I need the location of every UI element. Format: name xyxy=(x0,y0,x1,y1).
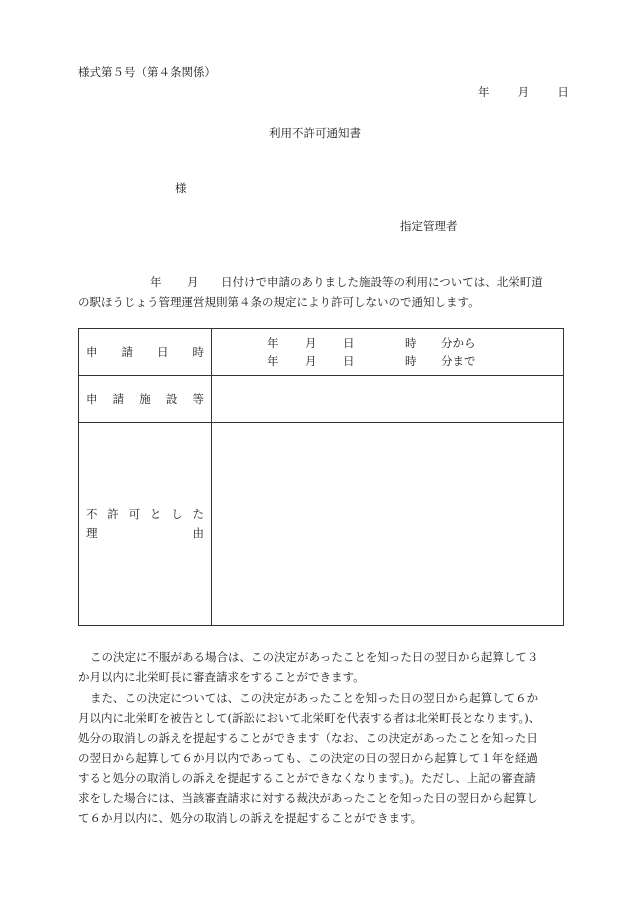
label-char: 不 xyxy=(86,507,98,521)
date-month: 月 xyxy=(517,85,530,99)
label-char: 時 xyxy=(192,345,204,359)
from-month: 月 xyxy=(305,336,317,350)
row-refusal-reason xyxy=(79,423,564,626)
notice2-line: また、この決定については、この決定があったことを知った日の翌日から起算して６か xyxy=(90,691,539,705)
label-char: 請 xyxy=(121,345,133,359)
issue-date xyxy=(478,84,569,100)
notice2-line: 求をした場合には、当該審査請求に対する裁決があったことを知った日の翌日から起算し xyxy=(78,791,538,805)
label-char: 申 xyxy=(86,345,98,359)
label-refusal-reason xyxy=(79,423,212,626)
datetime-to xyxy=(212,352,563,370)
notice1-line: か月以内に北栄町長に審査請求をすることができます。 xyxy=(78,670,365,684)
intro-text: 日付けで申請のありました施設等の利用については、北栄町道 xyxy=(221,275,543,289)
to-day: 日 xyxy=(343,354,355,368)
appeal-notice xyxy=(78,647,568,687)
intro-paragraph xyxy=(78,272,568,312)
intro-month: 月 xyxy=(187,275,199,289)
label-char: た xyxy=(192,507,204,521)
datetime-from xyxy=(212,334,563,352)
label-char: 理 xyxy=(86,526,98,540)
from-day: 日 xyxy=(343,336,355,350)
lawsuit-notice xyxy=(78,688,568,828)
date-year: 年 xyxy=(478,85,490,99)
intro-line-1 xyxy=(78,272,568,292)
application-table xyxy=(78,328,564,626)
notice1-line: この決定に不服がある場合は、この決定があったことを知った日の翌日から起算して３ xyxy=(90,650,539,664)
value-facility xyxy=(212,376,564,423)
to-month: 月 xyxy=(305,354,317,368)
to-year: 年 xyxy=(267,354,279,368)
label-char: 等 xyxy=(192,392,204,406)
value-application-datetime xyxy=(212,329,564,376)
label-char: 設 xyxy=(165,392,178,406)
notice2-line: すると処分の取消しの訴えを提起することができなくなります。)。ただし、上記の審査請 xyxy=(78,771,536,785)
to-hour: 時 xyxy=(405,354,417,368)
label-char: 申 xyxy=(86,392,98,406)
form-number: 様式第５号（第４条関係） xyxy=(78,65,216,79)
label-char: 許 xyxy=(107,507,119,521)
from-year: 年 xyxy=(267,336,279,350)
notice2-line: 処分の取消しの訴えを提起することができます（なお、この決定があったことを知った日 xyxy=(78,731,538,745)
label-char: 日 xyxy=(157,345,169,359)
value-refusal-reason xyxy=(212,423,564,626)
label-char: 可 xyxy=(128,507,141,521)
from-minute: 分から xyxy=(441,336,476,350)
notice2-line: て６か月以内に、処分の取消しの訴えを提起することができます。 xyxy=(78,811,423,825)
to-minute: 分まで xyxy=(441,354,476,368)
from-hour: 時 xyxy=(405,336,417,350)
notice2-line: 月以内に北栄町を被告として(訴訟において北栄町を代表する者は北栄町長となります。)、 xyxy=(78,711,541,725)
label-facility xyxy=(79,376,212,423)
intro-year: 年 xyxy=(150,275,162,289)
label-char: 請 xyxy=(112,392,125,406)
document-title: 利用不許可通知書 xyxy=(269,126,361,140)
issuer: 指定管理者 xyxy=(400,219,458,233)
label-char: 由 xyxy=(192,526,204,540)
label-application-datetime xyxy=(79,329,212,376)
label-char: し xyxy=(171,507,183,521)
row-facility xyxy=(79,376,564,423)
date-day: 日 xyxy=(557,85,569,99)
label-char: 施 xyxy=(139,392,151,406)
row-application-datetime xyxy=(79,329,564,376)
label-char: と xyxy=(149,507,162,521)
notice2-line: の翌日から起算して６か月以内であっても、この決定の日の翌日から起算して１年を経過 xyxy=(78,751,538,765)
intro-line-2: の駅ほうじょう管理運営規則第４条の規定により許可しないので通知します。 xyxy=(78,295,480,309)
addressee: 様 xyxy=(175,181,187,195)
